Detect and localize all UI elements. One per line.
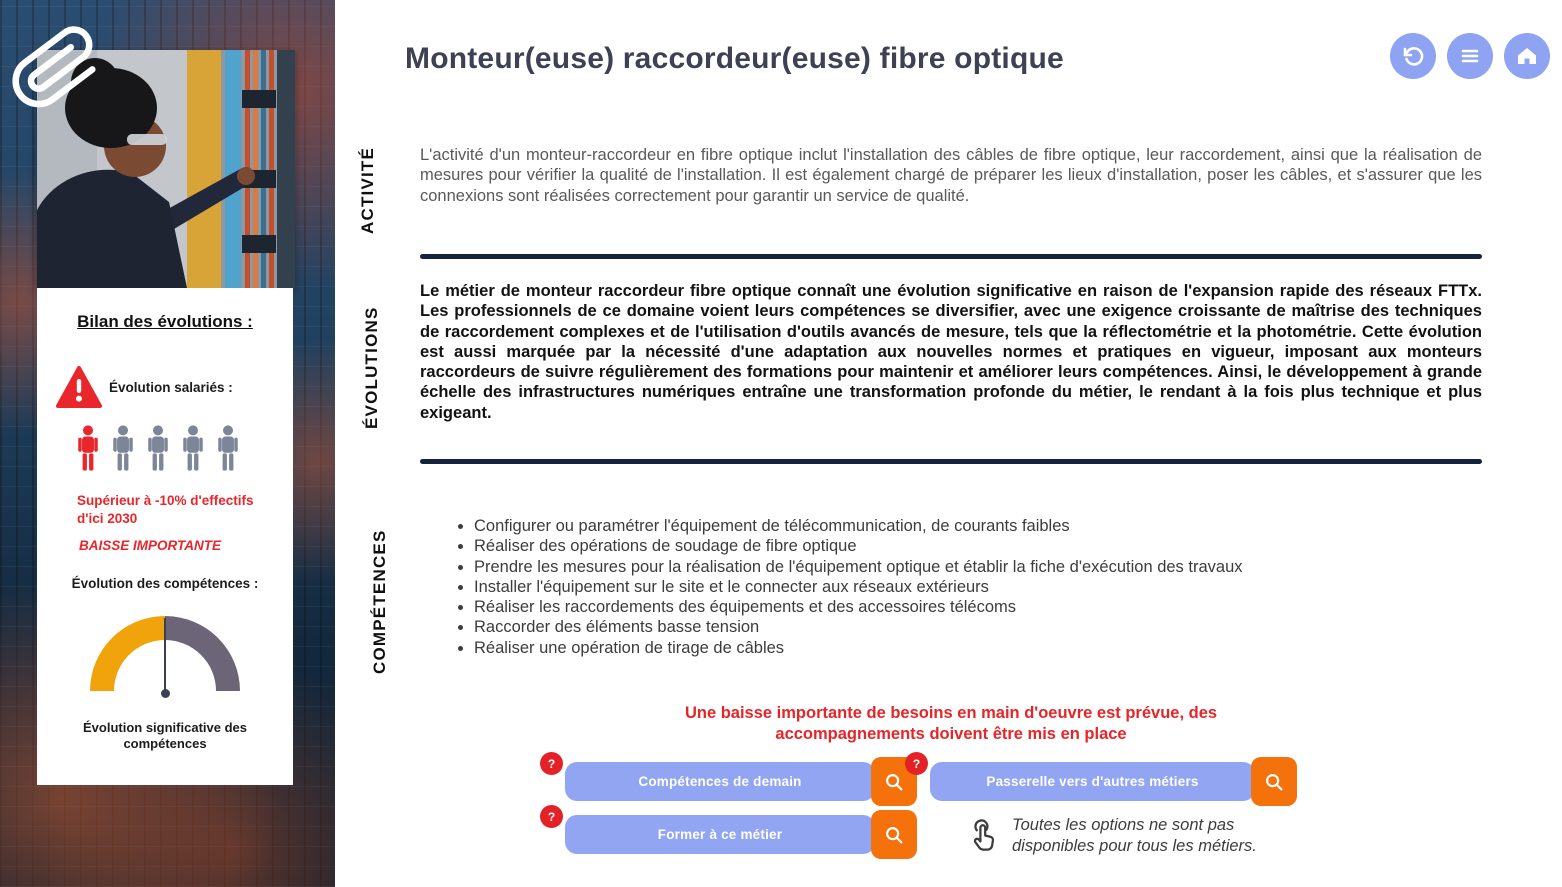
help-badge[interactable]: ?: [540, 752, 563, 775]
effectifs-forecast-text: Supérieur à -10% d'effectifs d'ici 2030: [77, 493, 254, 527]
person-icon: [110, 422, 136, 476]
evolution-salaries-label: Évolution salariés :: [109, 380, 233, 395]
button-label: Compétences de demain: [565, 762, 875, 801]
former-a-ce-metier-button[interactable]: [547, 809, 917, 859]
person-icon-red: [75, 422, 101, 476]
competences-de-demain-button[interactable]: [547, 756, 917, 806]
competence-item: • Configurer ou paramétrer l'équipement de télécommunication, de courants faibles: [474, 516, 1466, 536]
home-icon: [1515, 44, 1539, 68]
menu-button[interactable]: [1447, 33, 1493, 79]
competence-item: • Réaliser les raccordements des équipements et des accessoires télécoms: [474, 597, 1466, 617]
back-button[interactable]: [1390, 33, 1436, 79]
competence-item: • Raccorder des éléments basse tension: [474, 617, 1466, 637]
button-label: Passerelle vers d'autres métiers: [930, 762, 1255, 801]
section-divider: [420, 459, 1482, 464]
baisse-importante-label: BAISSE IMPORTANTE: [79, 538, 222, 553]
hand-click-icon: [966, 817, 1002, 857]
bilan-title: Bilan des évolutions :: [77, 312, 253, 331]
workforce-warning-text: Une baisse importante de besoins en main d'oeuvre est prévue, des accompagnements doivent être mis en place: [684, 704, 1218, 744]
search-icon: [1263, 771, 1285, 793]
person-icon: [180, 422, 206, 476]
activite-paragraph: L'activité d'un monteur-raccordeur en fibre optique inclut l'installation des câbles de fibre optique, leur raccordement, ainsi que la réalisation de mesures pour vérifier la qualité de l'installation. Il est également chargé de préparer les lieux d'installation, poser les câbles, et s'assurer que les connexions sont réalisées correctement pour garantir un service de qualité.: [420, 146, 1482, 205]
headcount-pictogram: [75, 422, 241, 476]
search-icon-box: [1251, 757, 1297, 806]
person-icon: [145, 422, 171, 476]
evolution-competences-label: Évolution des compétences :: [71, 576, 259, 591]
evolution-summary-card: [37, 288, 293, 785]
evolutions-paragraph: Le métier de monteur raccordeur fibre optique connaît une évolution significative en raison de l'expansion rapide des réseaux FTTx. Les professionnels de ce domaine voient leurs compétences se diversifier, avec une exigence croissante de maîtrise des techniques de raccordement complexes et de l'utilisation d'outils avancés de mesure, tels que la réflectométrie et la photométrie. Cette évolution est aussi marquée par la nécessité d'une adaptation aux nouvelles normes et pratiques en vigueur, imposant aux monteurs raccordeurs de suivre régulièrement des formations pour maintenir et améliorer leurs compétences. Ainsi, le développement à grande échelle des infrastructures numériques entraîne une transformation profonde du métier, le rendant à la fois plus technique et plus exigeant.: [420, 282, 1482, 422]
button-label: Former à ce métier: [565, 815, 875, 854]
search-icon: [883, 824, 905, 846]
competence-item: • Installer l'équipement sur le site et le connecter aux réseaux extérieurs: [474, 577, 1466, 597]
gauge-needle: [164, 618, 167, 694]
workforce-warning-heading: [420, 703, 1482, 746]
competence-gauge: [90, 616, 240, 696]
note-text: Toutes les options ne sont pas disponibles pour tous les métiers.: [1012, 816, 1257, 855]
paperclip-icon: [4, 16, 108, 120]
options-availability-note: [966, 815, 1296, 857]
undo-arrow-icon: [1401, 44, 1425, 68]
person-icon: [215, 422, 241, 476]
section-label-activite: ACTIVITÉ: [358, 146, 377, 234]
section-label-competences: COMPÉTENCES: [370, 529, 389, 675]
home-button[interactable]: [1504, 33, 1550, 79]
help-badge[interactable]: ?: [540, 805, 563, 828]
competence-item: • Réaliser des opérations de soudage de fibre optique: [474, 536, 1466, 556]
competences-list: [456, 516, 1466, 658]
competence-item: • Prendre les mesures pour la réalisation de l'équipement optique et établir la fiche d'exécution des travaux: [474, 557, 1466, 577]
passerelle-metiers-button[interactable]: [912, 756, 1297, 806]
search-icon-box: [871, 810, 917, 859]
section-label-evolutions: ÉVOLUTIONS: [362, 306, 381, 430]
gauge-caption: Évolution significative des compétences: [83, 720, 247, 752]
hamburger-menu-icon: [1458, 44, 1482, 68]
section-divider: [420, 254, 1482, 259]
sidebar: [0, 0, 335, 887]
page-title: Monteur(euse) raccordeur(euse) fibre optique: [405, 42, 1064, 75]
search-icon: [883, 771, 905, 793]
competence-item: • Réaliser une opération de tirage de câbles: [474, 638, 1466, 658]
help-badge[interactable]: ?: [905, 752, 928, 775]
warning-triangle-icon: [55, 364, 103, 410]
